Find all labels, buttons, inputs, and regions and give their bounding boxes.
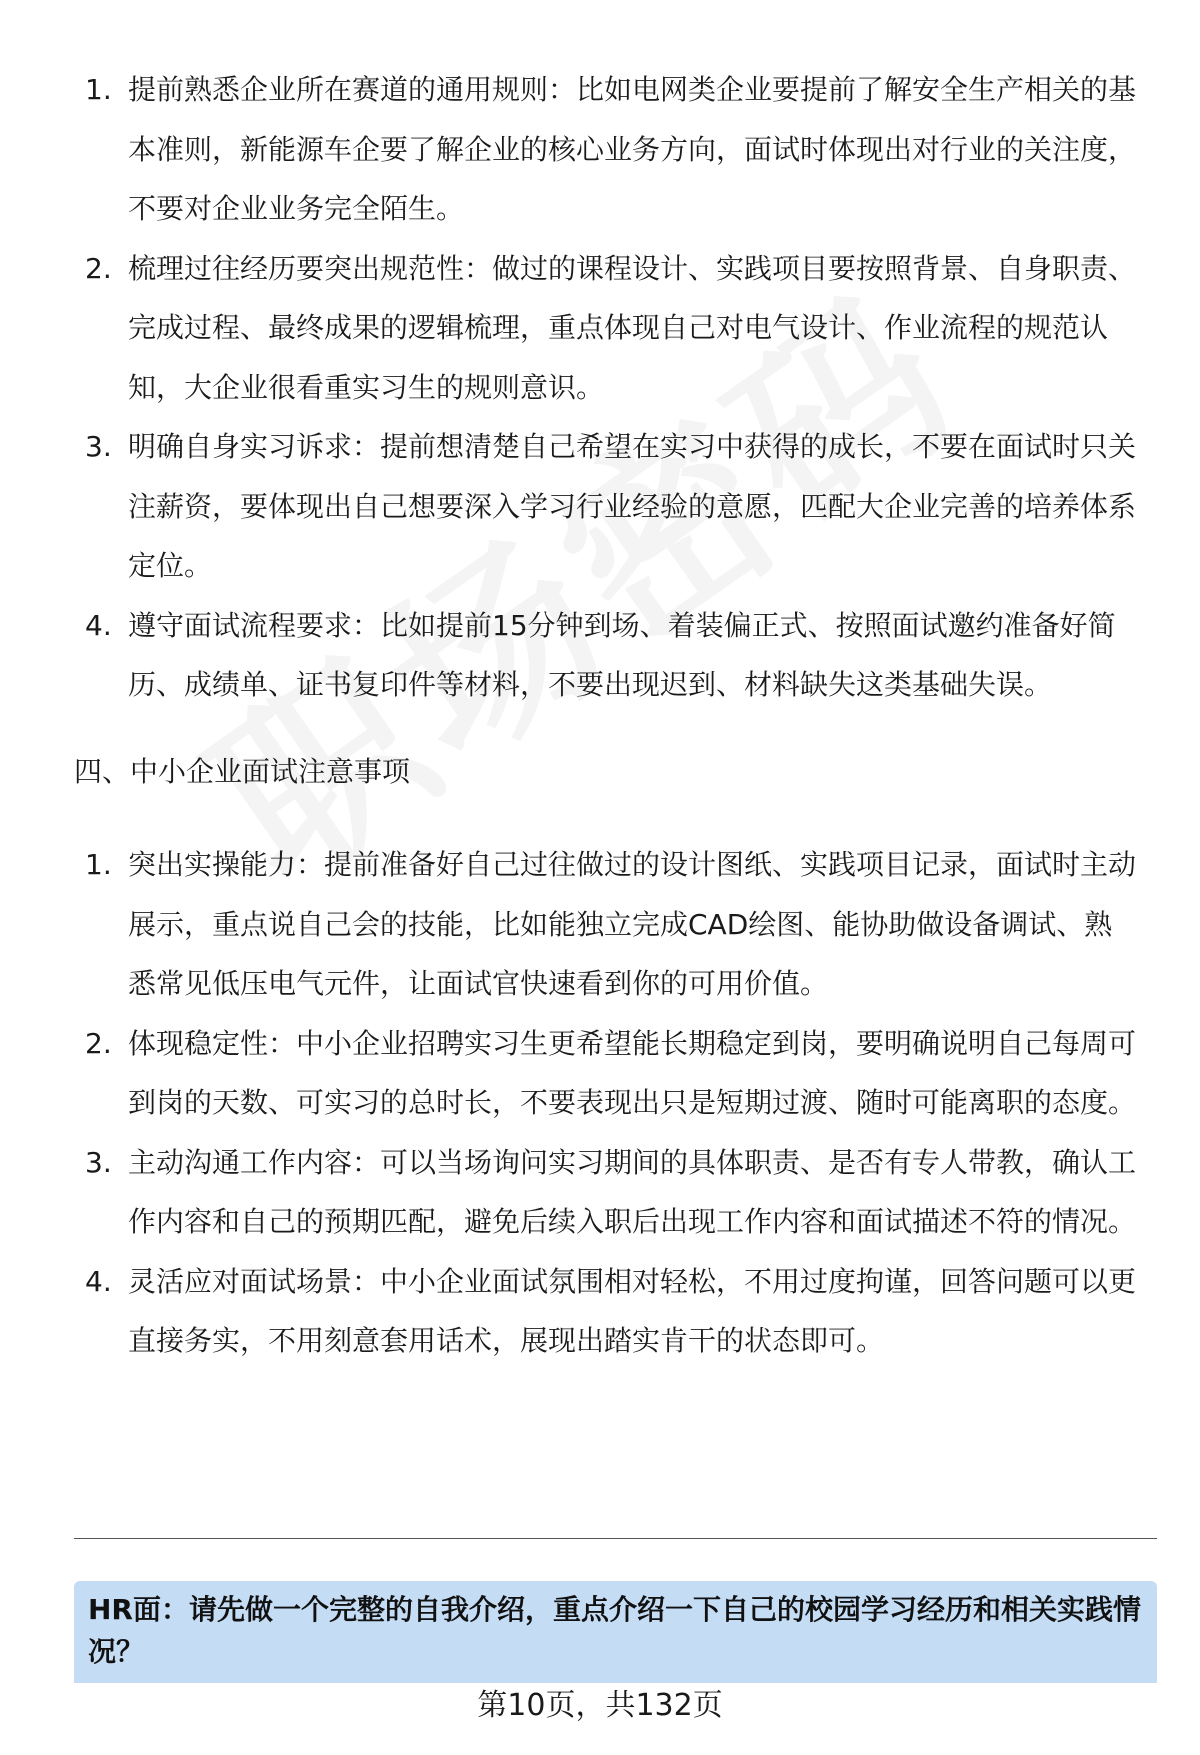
item-text: 提前熟悉企业所在赛道的通用规则：比如电网类企业要提前了解安全生产相关的基本准则，新能源车企要了解企业的核心业务方向，面试时体现出对行业的关注度，不要对企业业务完全陌生。 <box>128 73 1137 225</box>
interview-question-box <box>74 1581 1157 1683</box>
list-item <box>80 1014 1140 1133</box>
item-text: 遵守面试流程要求：比如提前15分钟到场、着装偏正式、按照面试邀约准备好简历、成绩单、证书复印件等材料，不要出现迟到、材料缺失这类基础失误。 <box>128 608 1116 701</box>
item-number: 4. <box>85 608 112 642</box>
item-number: 1. <box>85 73 112 106</box>
item-number: 1. <box>85 848 112 881</box>
list-item <box>80 1133 1140 1252</box>
item-number: 3. <box>85 1145 112 1179</box>
list-item <box>80 1252 1140 1371</box>
list-item <box>80 835 1140 1014</box>
item-text: 明确自身实习诉求：提前想清楚自己希望在实习中获得的成长，不要在面试时只关注薪资，要体现出自己想要深入学习行业经验的意愿，匹配大企业完善的培养体系定位。 <box>128 430 1137 582</box>
page-number: 第10页，共132页 <box>477 1688 723 1723</box>
sme-tips-list <box>80 835 1140 1371</box>
large-enterprise-tips-list <box>80 60 1140 715</box>
list-item <box>80 417 1140 596</box>
item-text: 突出实操能力：提前准备好自己过往做过的设计图纸、实践项目记录，面试时主动展示，重点说自己会的技能，比如能独立完成CAD绘图、能协助做设备调试、熟悉常见低压电气元件，让面试官快速看到你的可用价值。 <box>128 848 1137 1000</box>
item-text: 主动沟通工作内容：可以当场询问实习期间的具体职责、是否有专人带教，确认工作内容和自己的预期匹配，避免后续入职后出现工作内容和面试描述不符的情况。 <box>128 1145 1137 1238</box>
interview-question-text: HR面：请先做一个完整的自我介绍，重点介绍一下自己的校园学习经历和相关实践情况？ <box>88 1593 1141 1668</box>
section-divider <box>74 1538 1157 1539</box>
item-number: 2. <box>85 1026 112 1060</box>
item-number: 4. <box>85 1264 112 1298</box>
item-text: 灵活应对面试场景：中小企业面试氛围相对轻松，不用过度拘谨，回答问题可以更直接务实，不用刻意套用话术，展现出踏实肯干的状态即可。 <box>128 1264 1137 1357</box>
item-number: 2. <box>85 251 112 285</box>
list-item <box>80 596 1140 715</box>
section-heading: 四、中小企业面试注意事项 <box>74 755 411 788</box>
list-item <box>80 239 1140 418</box>
item-text: 体现稳定性：中小企业招聘实习生更希望能长期稳定到岗，要明确说明自己每周可到岗的天数、可实习的总时长，不要表现出只是短期过渡、随时可能离职的态度。 <box>128 1026 1137 1119</box>
list-item <box>80 60 1140 239</box>
item-text: 梳理过往经历要突出规范性：做过的课程设计、实践项目要按照背景、自身职责、完成过程、最终成果的逻辑梳理，重点体现自己对电气设计、作业流程的规范认知，大企业很看重实习生的规则意识。 <box>128 251 1137 404</box>
item-number: 3. <box>85 430 112 463</box>
